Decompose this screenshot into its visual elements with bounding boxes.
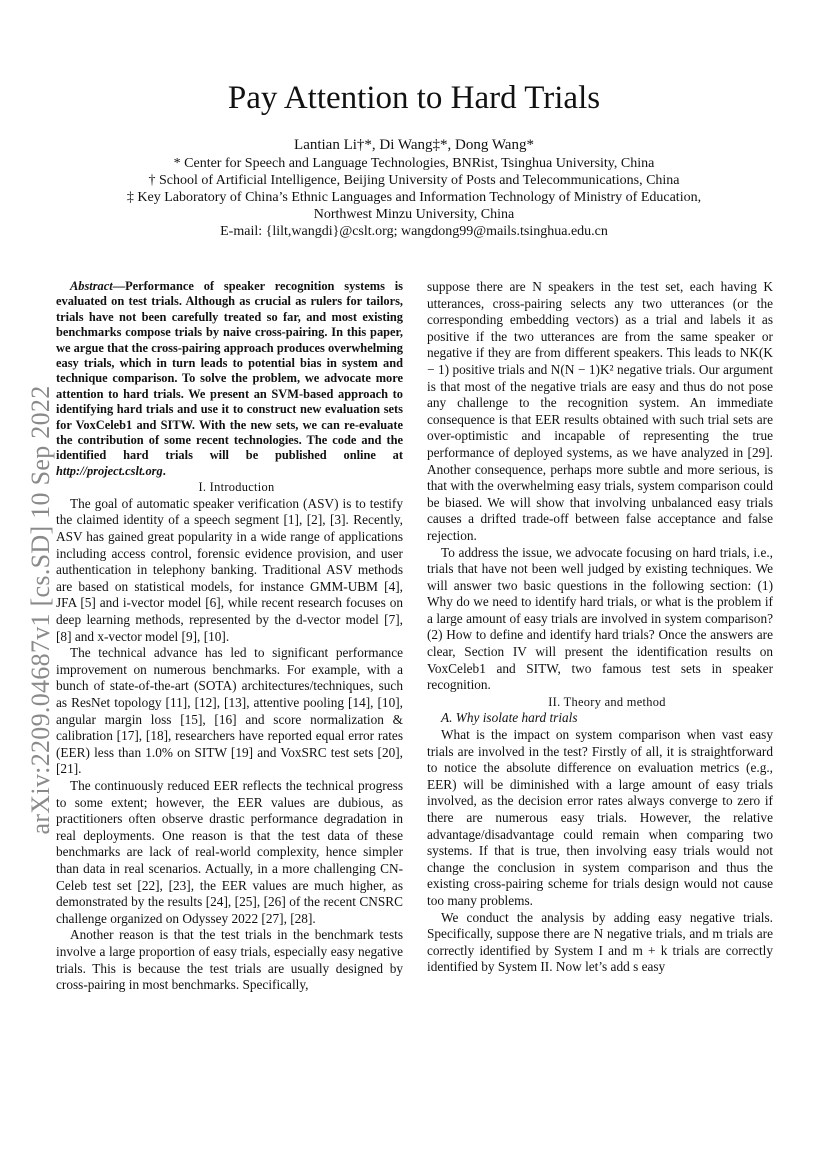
intro-paragraph-6: To address the issue, we advocate focusing on hard trials, i.e., trials that have not been well judged by existing techniques. We will answer two basic questions in the following section: (1) Why do we need to identify hard trials, or what is the problem if a large amount of easy trials are involved in system comparison? (2) How to define and identify hard trials? Once the answers are clear, Section IV will present the identification results on VoxCeleb1 and SITW, two famous test sets in speaker recognition. [427, 544, 773, 693]
section-heading-theory: II. Theory and method [548, 694, 666, 709]
author-block [0, 137, 828, 240]
intro-paragraph-1: The goal of automatic speaker verification (ASV) is to testify the claimed identity of a speech segment [1], [2], [3]. Recently, ASV has gained great popularity in a wide range of applications including access control, forensic evidence provision, and user authentication in telephony banking. Traditional ASV methods are based on statistical models, for instance GMM-UBM [4], JFA [5] and i-vector model [6], while recent research focuses on deep learning methods, represented by the d-vector model [7], [8] and x-vector model [9], [10]. [56, 495, 403, 644]
theory-paragraph-2: We conduct the analysis by adding easy negative trials. Specifically, suppose there are N negative trials, and m trials are correctly identified by System I and m + k trials are correctly identified by System II. Now let’s add s easy [427, 909, 773, 975]
arxiv-stamp-text: arXiv:2209.04687v1 [cs.SD] 10 Sep 2022 [26, 385, 55, 835]
left-column [56, 279, 403, 994]
theory-paragraph-1: What is the impact on system comparison when vast easy trials are involved in the test? Firstly of all, it is straightforward to notice the absolute difference on evaluation metrics (e.g., EER) will be diminished with a large amount of easy trials involved, as the decision error rates always converge to zero if there are numerous easy trials. However, the relative advantage/disadvantage could remain when comparing two systems. If that is true, then involving easy trials would not change the conclusion in system comparison and thus the existing cross-pairing scheme for trials design would not cause too many problems. [427, 727, 773, 908]
arxiv-stamp [22, 365, 60, 855]
abstract [56, 279, 403, 479]
paper-title: Pay Attention to Hard Trials [227, 80, 601, 116]
author-names: Lantian Li†*, Di Wang‡*, Dong Wang* [294, 137, 534, 153]
subsection-heading-a: A. Why isolate hard trials [441, 710, 578, 726]
intro-paragraph-5: suppose there are N speakers in the test set, each having K utterances, cross-pairing selects any two utterances (or the corresponding embedding vectors) as a trial and labels it as positive if the two utterances are from the same speaker or negative if they are from different speakers. This leads to NK(K − 1) positive trials and N(N − 1)K² negative trials. Our argument is that most of the negative trials are easy and thus do not pose any challenge to the recognition system. An immediate consequence is that EER results obtained with such trial sets are over-optimistic and incapable of representing the true performance of deployed systems, as we have analyzed in [29]. Another consequence, perhaps more subtle and more serious, is that with the overwhelming easy trials, system comparison could be biased. We will show that involving unbalanced easy trials causes a drifted trade-off between false acceptance and false rejection. [427, 279, 773, 543]
intro-paragraph-2: The technical advance has led to significant performance improvement on numerous benchmarks. For example, with a bunch of state-of-the-art (SOTA) architectures/techniques, such as ResNet topology [11], [12], [13], attentive pooling [14], [10], angular margin loss [15], [16] and score normalization & calibration [17], [18], researchers have reported equal error rates (EER) less than 1.0% on SITW [19] and VoxSRC test sets [20], [21]. [56, 645, 403, 777]
intro-paragraph-3: The continuously reduced EER reflects the technical progress to some extent; however, the EER values are dubious, as practitioners often observe drastic performance degradation in real deployments. One reason is that the test data of these benchmarks are lack of real-world complexity, hence simpler than data in real scenarios. Actually, in a more challenging CN-Celeb test set [22], [23], the EER values are much higher, as demonstrated by the results [24], [25], [26] of the recent CNSRC challenge organized on Odyssey 2022 [27], [28]. [56, 777, 403, 926]
author-email: E-mail: {lilt,wangdi}@cslt.org; wangdong99@mails.tsinghua.edu.cn [220, 224, 608, 239]
affiliation-1: * Center for Speech and Language Technologies, BNRist, Tsinghua University, China [173, 156, 655, 171]
affiliation-2: † School of Artificial Intelligence, Beijing University of Posts and Telecommunications, China [148, 173, 680, 188]
abstract-label: Abstract [70, 279, 113, 293]
affiliation-3: ‡ Key Laboratory of China’s Ethnic Languages and Information Technology of Ministry of Education, [126, 190, 702, 205]
abstract-end: . [162, 463, 166, 478]
project-url[interactable]: http://project.cslt.org [56, 463, 163, 478]
affiliation-3-cont: Northwest Minzu University, China [313, 207, 515, 222]
intro-paragraph-4: Another reason is that the test trials in the benchmark tests involve a large proportion of easy trials, especially easy negative trials. This is because the test trials are usually designed by cross-pairing in most benchmarks. Specifically, [56, 927, 403, 993]
abstract-text: —Performance of speaker recognition systems is evaluated on test trials. Although as crucial as rulers for tailors, trials have not been carefully treated so far, and most existing benchmarks compose trials by naive cross-pairing. In this paper, we argue that the cross-pairing approach produces overwhelming easy trials, which in turn leads to potential bias in system and technique comparison. To solve the problem, we advocate more attention to hard trials. We present an SVM-based approach to identifying hard trials and use it to construct new evaluation sets for VoxCeleb1 and SITW. With the new sets, we can re-evaluate the contribution of some recent technologies. The code and the identified hard trials will be published online at [56, 279, 403, 463]
section-heading-introduction: I. Introduction [198, 480, 275, 495]
right-column [427, 279, 773, 976]
